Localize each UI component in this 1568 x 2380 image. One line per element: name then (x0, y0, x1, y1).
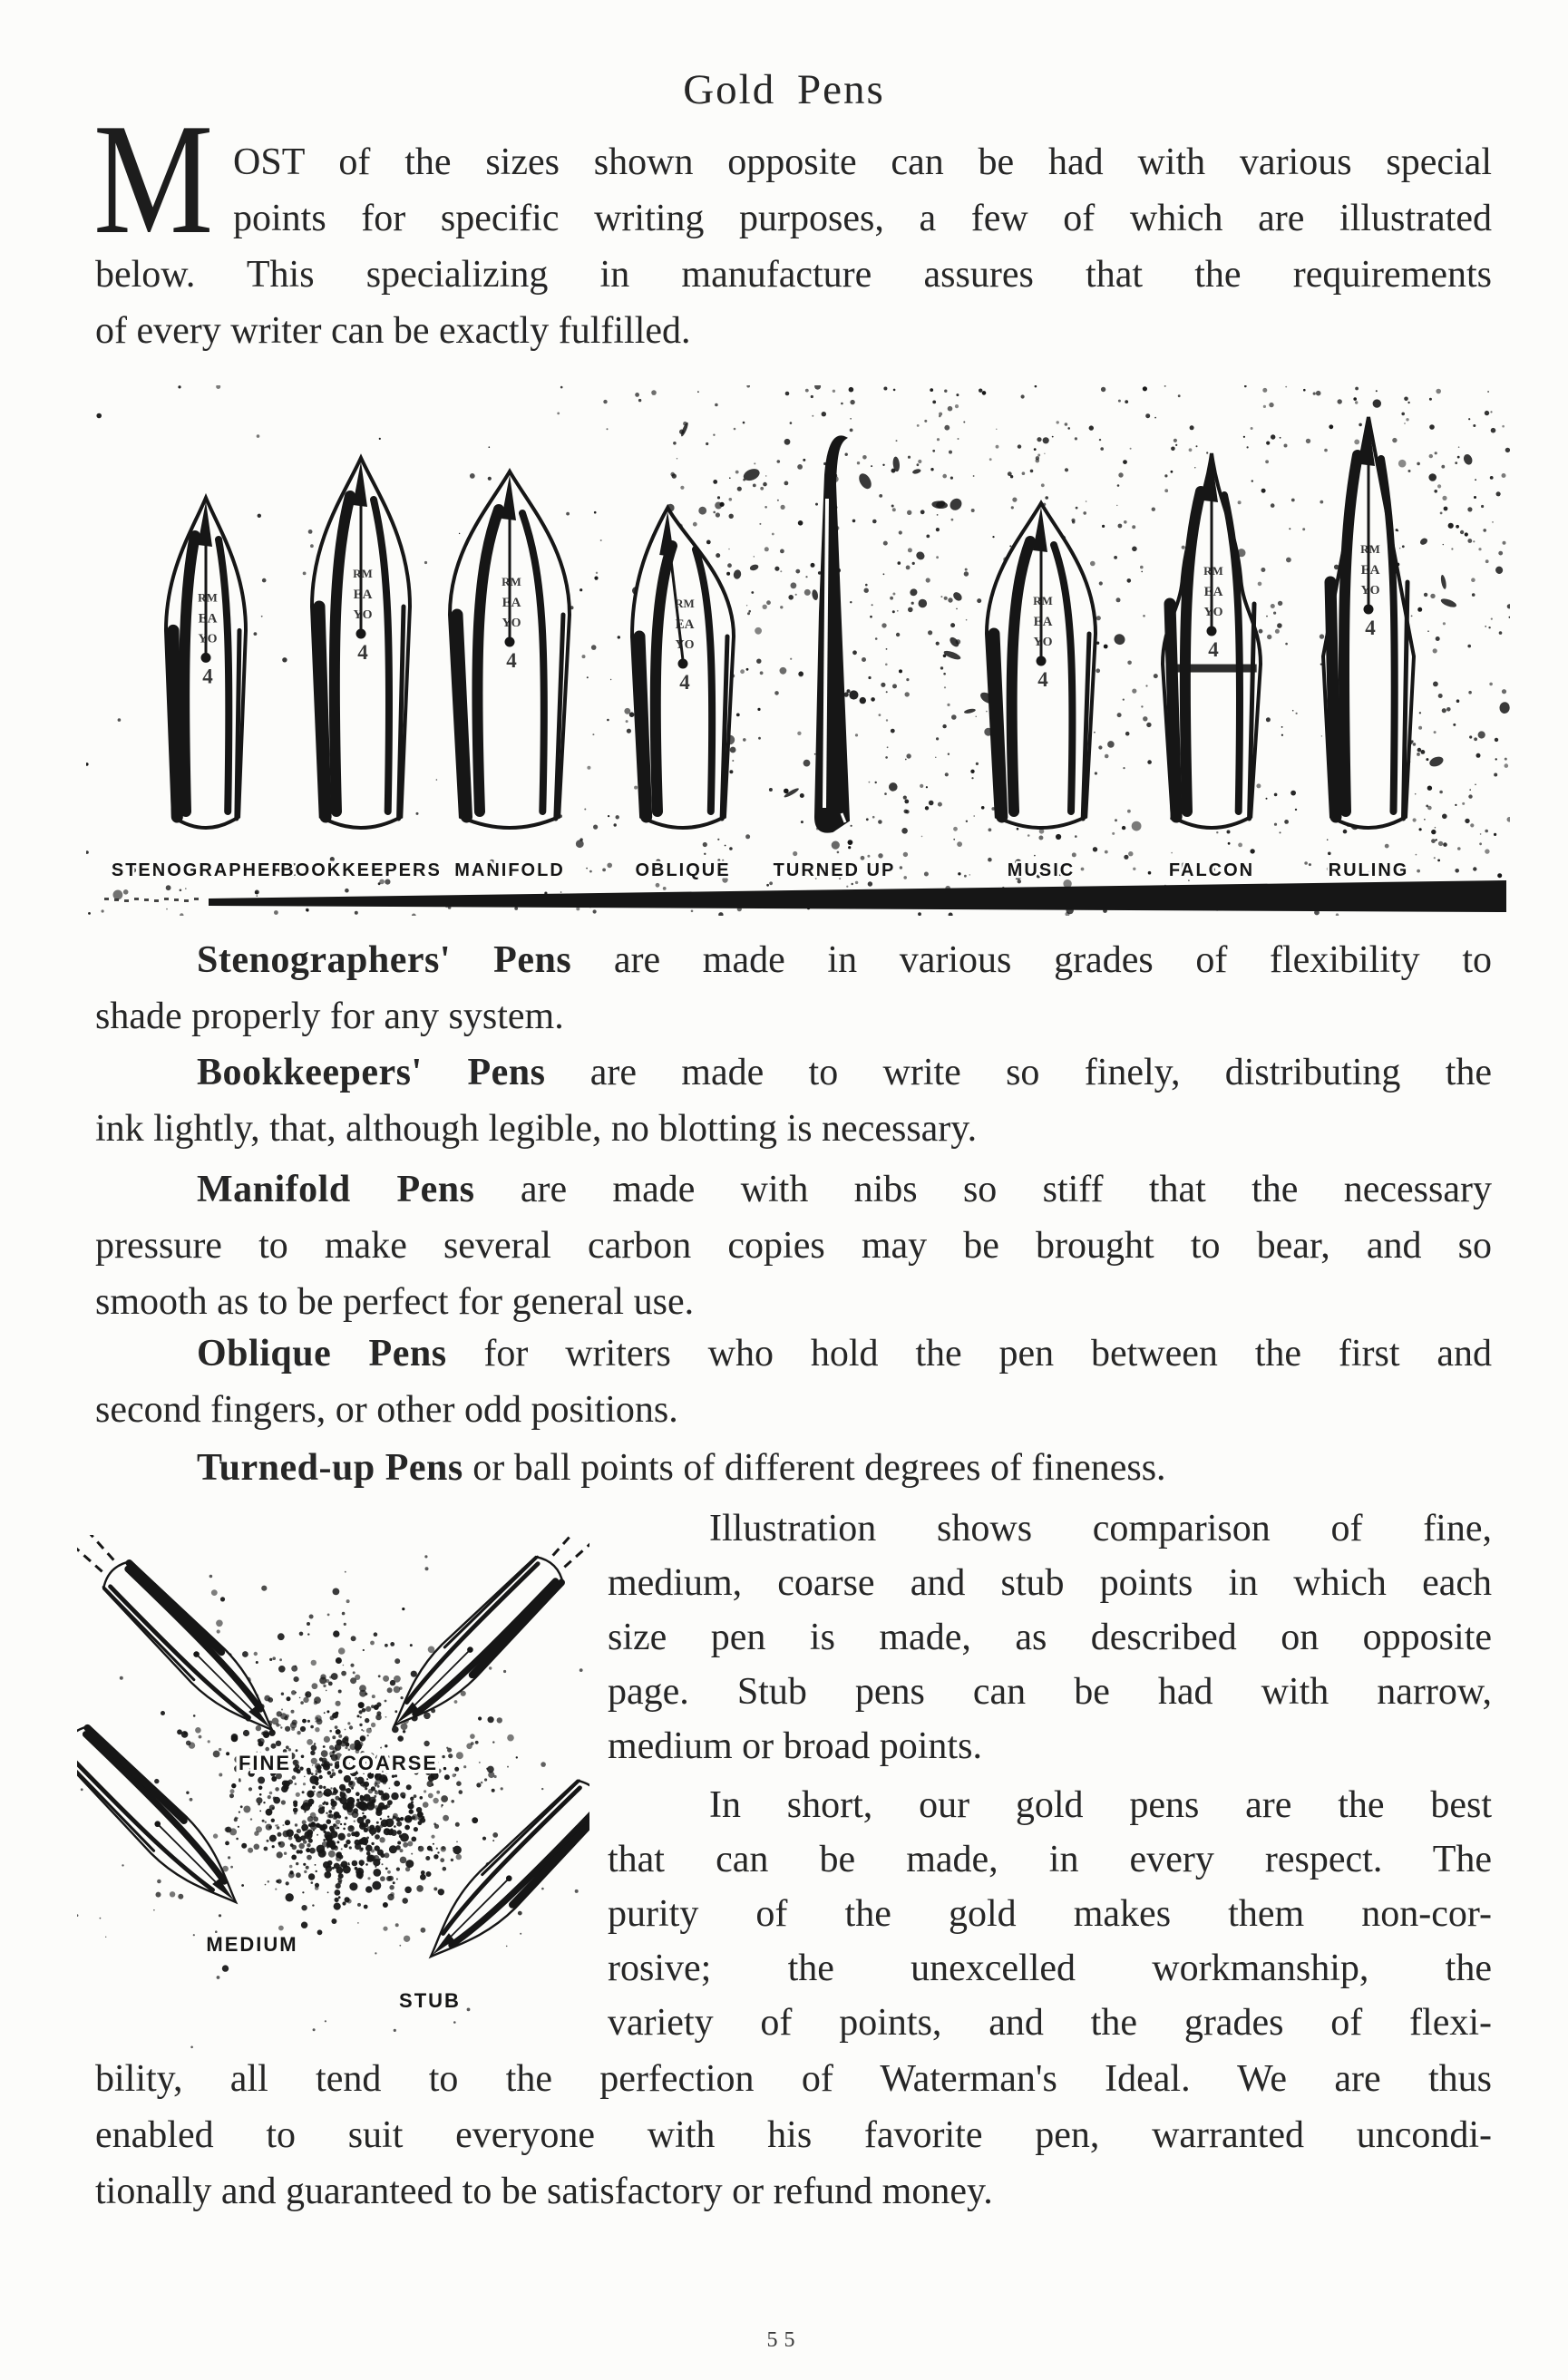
text-line: of every writer can be exactly fulfilled. (95, 310, 691, 352)
nib-type-label: MUSIC (1007, 860, 1076, 880)
text-line: OST of the sizes shown opposite can be had with various special (233, 141, 1492, 183)
angled-pen-nib (413, 1711, 589, 1975)
text-line: rosive; the unexcelled workmanship, the (608, 1948, 1492, 1989)
text-line: below. This specializing in manufacture assures that the requirements (95, 254, 1492, 296)
intro-lines (95, 134, 1492, 359)
svg-text:RM: RM (198, 590, 218, 605)
pen-paragraph (95, 1326, 1492, 1438)
pen-nib (378, 1549, 571, 1743)
svg-text:YO: YO (1033, 636, 1053, 649)
svg-text:RM: RM (1203, 564, 1223, 578)
text-line: In short, our gold pens are the best (709, 1784, 1492, 1826)
text-line: variety of points, and the grades of flexi- (608, 2002, 1492, 2044)
nib-type-label: FALCON (1168, 860, 1255, 880)
svg-text:YO: YO (675, 638, 695, 652)
pen-nib (166, 498, 246, 828)
text-line: Stenographers' Pens are made in various grades of flexibility to (197, 939, 1492, 981)
text-line: enabled to suit everyone with his favorite pen, warranted uncondi- (95, 2114, 1492, 2156)
text-line: pressure to make several carbon copies may be brought to bear, and so (95, 1225, 1492, 1267)
svg-text:EA: EA (502, 596, 521, 610)
column-paragraph (608, 1501, 1492, 1773)
page-number: 55 (766, 2328, 802, 2352)
text-line: Manifold Pens are made with nibs so stiff that the necessary (197, 1169, 1492, 1210)
drop-cap: M (93, 91, 214, 267)
svg-text:EA: EA (675, 617, 695, 632)
pen-paragraph (95, 1161, 1492, 1330)
angled-pen-nib (378, 1535, 589, 1742)
page-title: Gold Pens (683, 66, 885, 113)
paragraph-lead: Stenographers' Pens (197, 939, 572, 981)
baseline-shadow (209, 880, 1506, 912)
svg-text:YO: YO (502, 617, 521, 630)
paragraph-lead: Bookkeepers' Pens (197, 1052, 546, 1093)
paragraph-lead: Oblique Pens (197, 1333, 447, 1375)
nib-type-label: BOOKKEEPERS (280, 860, 442, 880)
svg-text:EA: EA (1360, 563, 1380, 578)
text-line: medium, coarse and stub points in which each (608, 1562, 1492, 1604)
pen-paragraph (95, 1440, 1492, 1496)
point-type-label: STUB (399, 1989, 461, 2012)
pen-nib (815, 436, 849, 831)
nib-type-label: OBLIQUE (635, 860, 731, 880)
point-type-label: COARSE (341, 1752, 439, 1774)
text-line: Bookkeepers' Pens are made to write so finely, distributing the (197, 1052, 1493, 1093)
svg-text:4: 4 (1208, 638, 1219, 661)
pen-nib (450, 471, 570, 828)
text-line: tionally and guaranteed to be satisfactory or refund money. (95, 2171, 993, 2212)
text-line: second fingers, or other odd positions. (95, 1389, 678, 1431)
svg-text:EA: EA (1203, 585, 1223, 599)
pen-nibs-figure (86, 385, 1510, 916)
svg-text:YO: YO (1203, 606, 1223, 619)
nib-type-label: RULING (1328, 860, 1409, 880)
svg-text:RM: RM (353, 567, 373, 580)
column-text (608, 1501, 1492, 2050)
paragraph-lead: Turned-up Pens (197, 1447, 463, 1489)
angled-pen-nib (77, 1535, 288, 1746)
text-line: medium or broad points. (608, 1725, 982, 1767)
text-line: Turned-up Pens or ball points of different degrees of fineness. (197, 1447, 1166, 1489)
pen-nib (77, 1718, 254, 1920)
text-line: ink lightly, that, although legible, no blotting is necessary. (95, 1108, 978, 1150)
pen-nib (96, 1554, 289, 1747)
nib-type-label: TURNED UP (773, 860, 896, 880)
svg-text:RM: RM (502, 575, 521, 588)
pen-points-figure (77, 1535, 589, 2056)
text-line: bility, all tend to the perfection of Waterman's Ideal. We are thus (95, 2058, 1492, 2100)
svg-text:4: 4 (1037, 668, 1048, 691)
text-line: that can be made, in every respect. The (608, 1839, 1492, 1880)
svg-text:YO: YO (353, 608, 373, 622)
text-line: Illustration shows comparison of fine, (709, 1508, 1492, 1549)
svg-text:4: 4 (1365, 617, 1376, 639)
svg-text:4: 4 (506, 649, 517, 672)
pen-nib (1163, 453, 1261, 828)
text-line: shade properly for any system. (95, 996, 564, 1037)
pen-nib (1323, 417, 1414, 828)
text-line: smooth as to be perfect for general use. (95, 1281, 695, 1323)
svg-text:4: 4 (202, 665, 213, 688)
pen-nib (987, 503, 1096, 828)
intro-paragraph (93, 91, 1492, 359)
text-line: purity of the gold makes them non-cor- (608, 1893, 1492, 1935)
svg-text:EA: EA (1033, 615, 1053, 629)
svg-text:YO: YO (1360, 584, 1380, 597)
text-line: points for specific writing purposes, a few of which are illustrated (233, 198, 1492, 239)
column-paragraph (608, 1778, 1492, 2050)
pen-paragraph (95, 932, 1492, 1044)
nib-type-label: STENOGRAPHERS (111, 860, 301, 880)
svg-text:4: 4 (357, 641, 368, 664)
text-line: page. Stub pens can be had with narrow, (608, 1671, 1492, 1713)
nib-type-label: MANIFOLD (454, 860, 565, 880)
speckle-texture (86, 385, 1510, 916)
text-line: Oblique Pens for writers who hold the pen between the first and (197, 1333, 1492, 1375)
pen-nib (413, 1773, 589, 1975)
svg-text:EA: EA (198, 611, 218, 627)
point-type-label: MEDIUM (206, 1933, 298, 1956)
paragraph-lead: Manifold Pens (197, 1169, 475, 1210)
svg-text:4: 4 (679, 671, 690, 694)
points-comparison-illustration (77, 1535, 589, 2056)
svg-text:RM: RM (1360, 542, 1380, 556)
pen-paragraph (95, 1044, 1492, 1157)
pen-nib (312, 458, 410, 828)
text-line: size pen is made, as described on opposite (608, 1617, 1492, 1658)
pen-sizes-illustration (86, 385, 1510, 916)
closing-text (95, 2051, 1492, 2220)
svg-text:RM: RM (1033, 594, 1053, 607)
point-type-label: FINE (238, 1752, 292, 1774)
svg-text:YO: YO (198, 632, 218, 646)
svg-text:EA: EA (353, 588, 373, 602)
svg-text:RM: RM (675, 597, 695, 610)
